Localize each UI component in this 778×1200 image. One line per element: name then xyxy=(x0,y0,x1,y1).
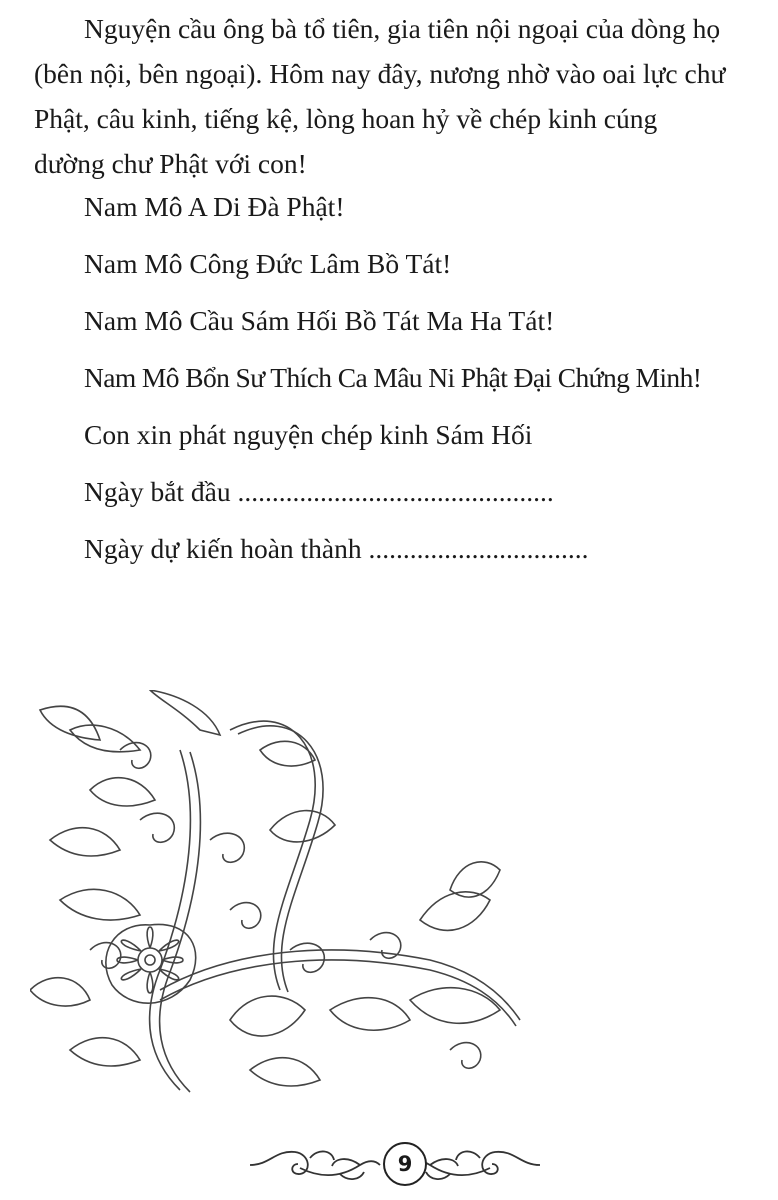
prayer-line: Nam Mô A Di Đà Phật! xyxy=(84,191,345,222)
vow-line: Con xin phát nguyện chép kinh Sám Hối xyxy=(84,419,533,450)
prayer-line: Nam Mô Bổn Sư Thích Ca Mâu Ni Phật Đại Chứng Minh! xyxy=(84,362,702,393)
prayer-line: Nam Mô Công Đức Lâm Bồ Tát! xyxy=(84,248,452,279)
start-date-line: Ngày bắt đầu .............................................. xyxy=(84,476,554,507)
floral-ornament-illustration xyxy=(30,690,530,1110)
end-date-line: Ngày dự kiến hoàn thành ................................ xyxy=(84,533,589,564)
prayer-lines xyxy=(84,188,744,587)
intro-paragraph: Nguyện cầu ông bà tổ tiên, gia tiên nội ngoại của dòng họ (bên nội, bên ngoại). Hôm nay đây, nương nhờ vào oai lực chư Phật, câu kinh, tiếng kệ, lòng hoan hỷ về chép kinh cúng dường chư Phật với con! xyxy=(34,13,726,179)
page-number: 9 xyxy=(383,1142,427,1186)
prayer-line: Nam Mô Cầu Sám Hối Bồ Tát Ma Ha Tát! xyxy=(84,305,555,336)
